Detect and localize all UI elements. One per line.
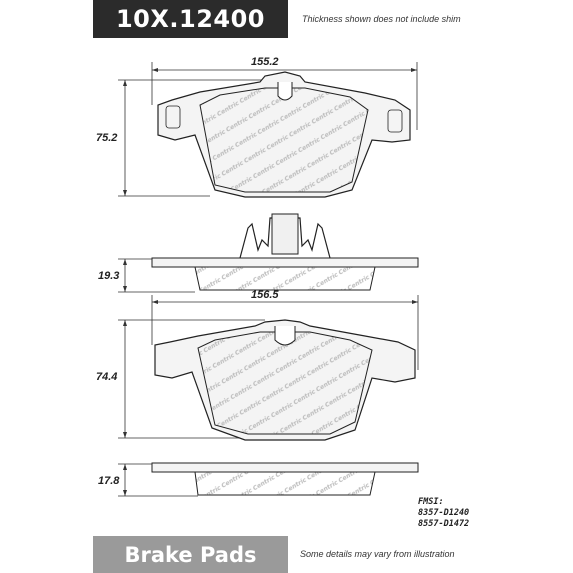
top-pad-height-label: 75.2 [96, 132, 118, 144]
bottom-pad-height-label: 74.4 [96, 371, 118, 383]
disclaimer-note: Some details may vary from illustration [300, 549, 455, 559]
thickness-note: Thickness shown does not include shim [302, 14, 461, 24]
fmsi-code: 8357-D1240 [418, 508, 470, 518]
top-pad-front-view [118, 62, 417, 197]
top-pad-thickness-label: 19.3 [98, 270, 120, 282]
fmsi-label: FMSI: [418, 497, 444, 507]
top-pad-edge-view [118, 214, 418, 292]
fmsi-code: 8557-D1472 [418, 519, 470, 529]
bottom-pad-front-view [118, 295, 418, 440]
top-pad-width-label: 155.2 [251, 56, 279, 68]
part-number-title: 10X.12400 [93, 0, 288, 38]
bottom-pad-width-label: 156.5 [251, 289, 279, 301]
bottom-pad-thickness-label: 17.8 [98, 475, 120, 487]
product-label: Brake Pads [93, 536, 288, 573]
fmsi-block [418, 497, 469, 530]
bottom-pad-edge-view [118, 463, 418, 496]
